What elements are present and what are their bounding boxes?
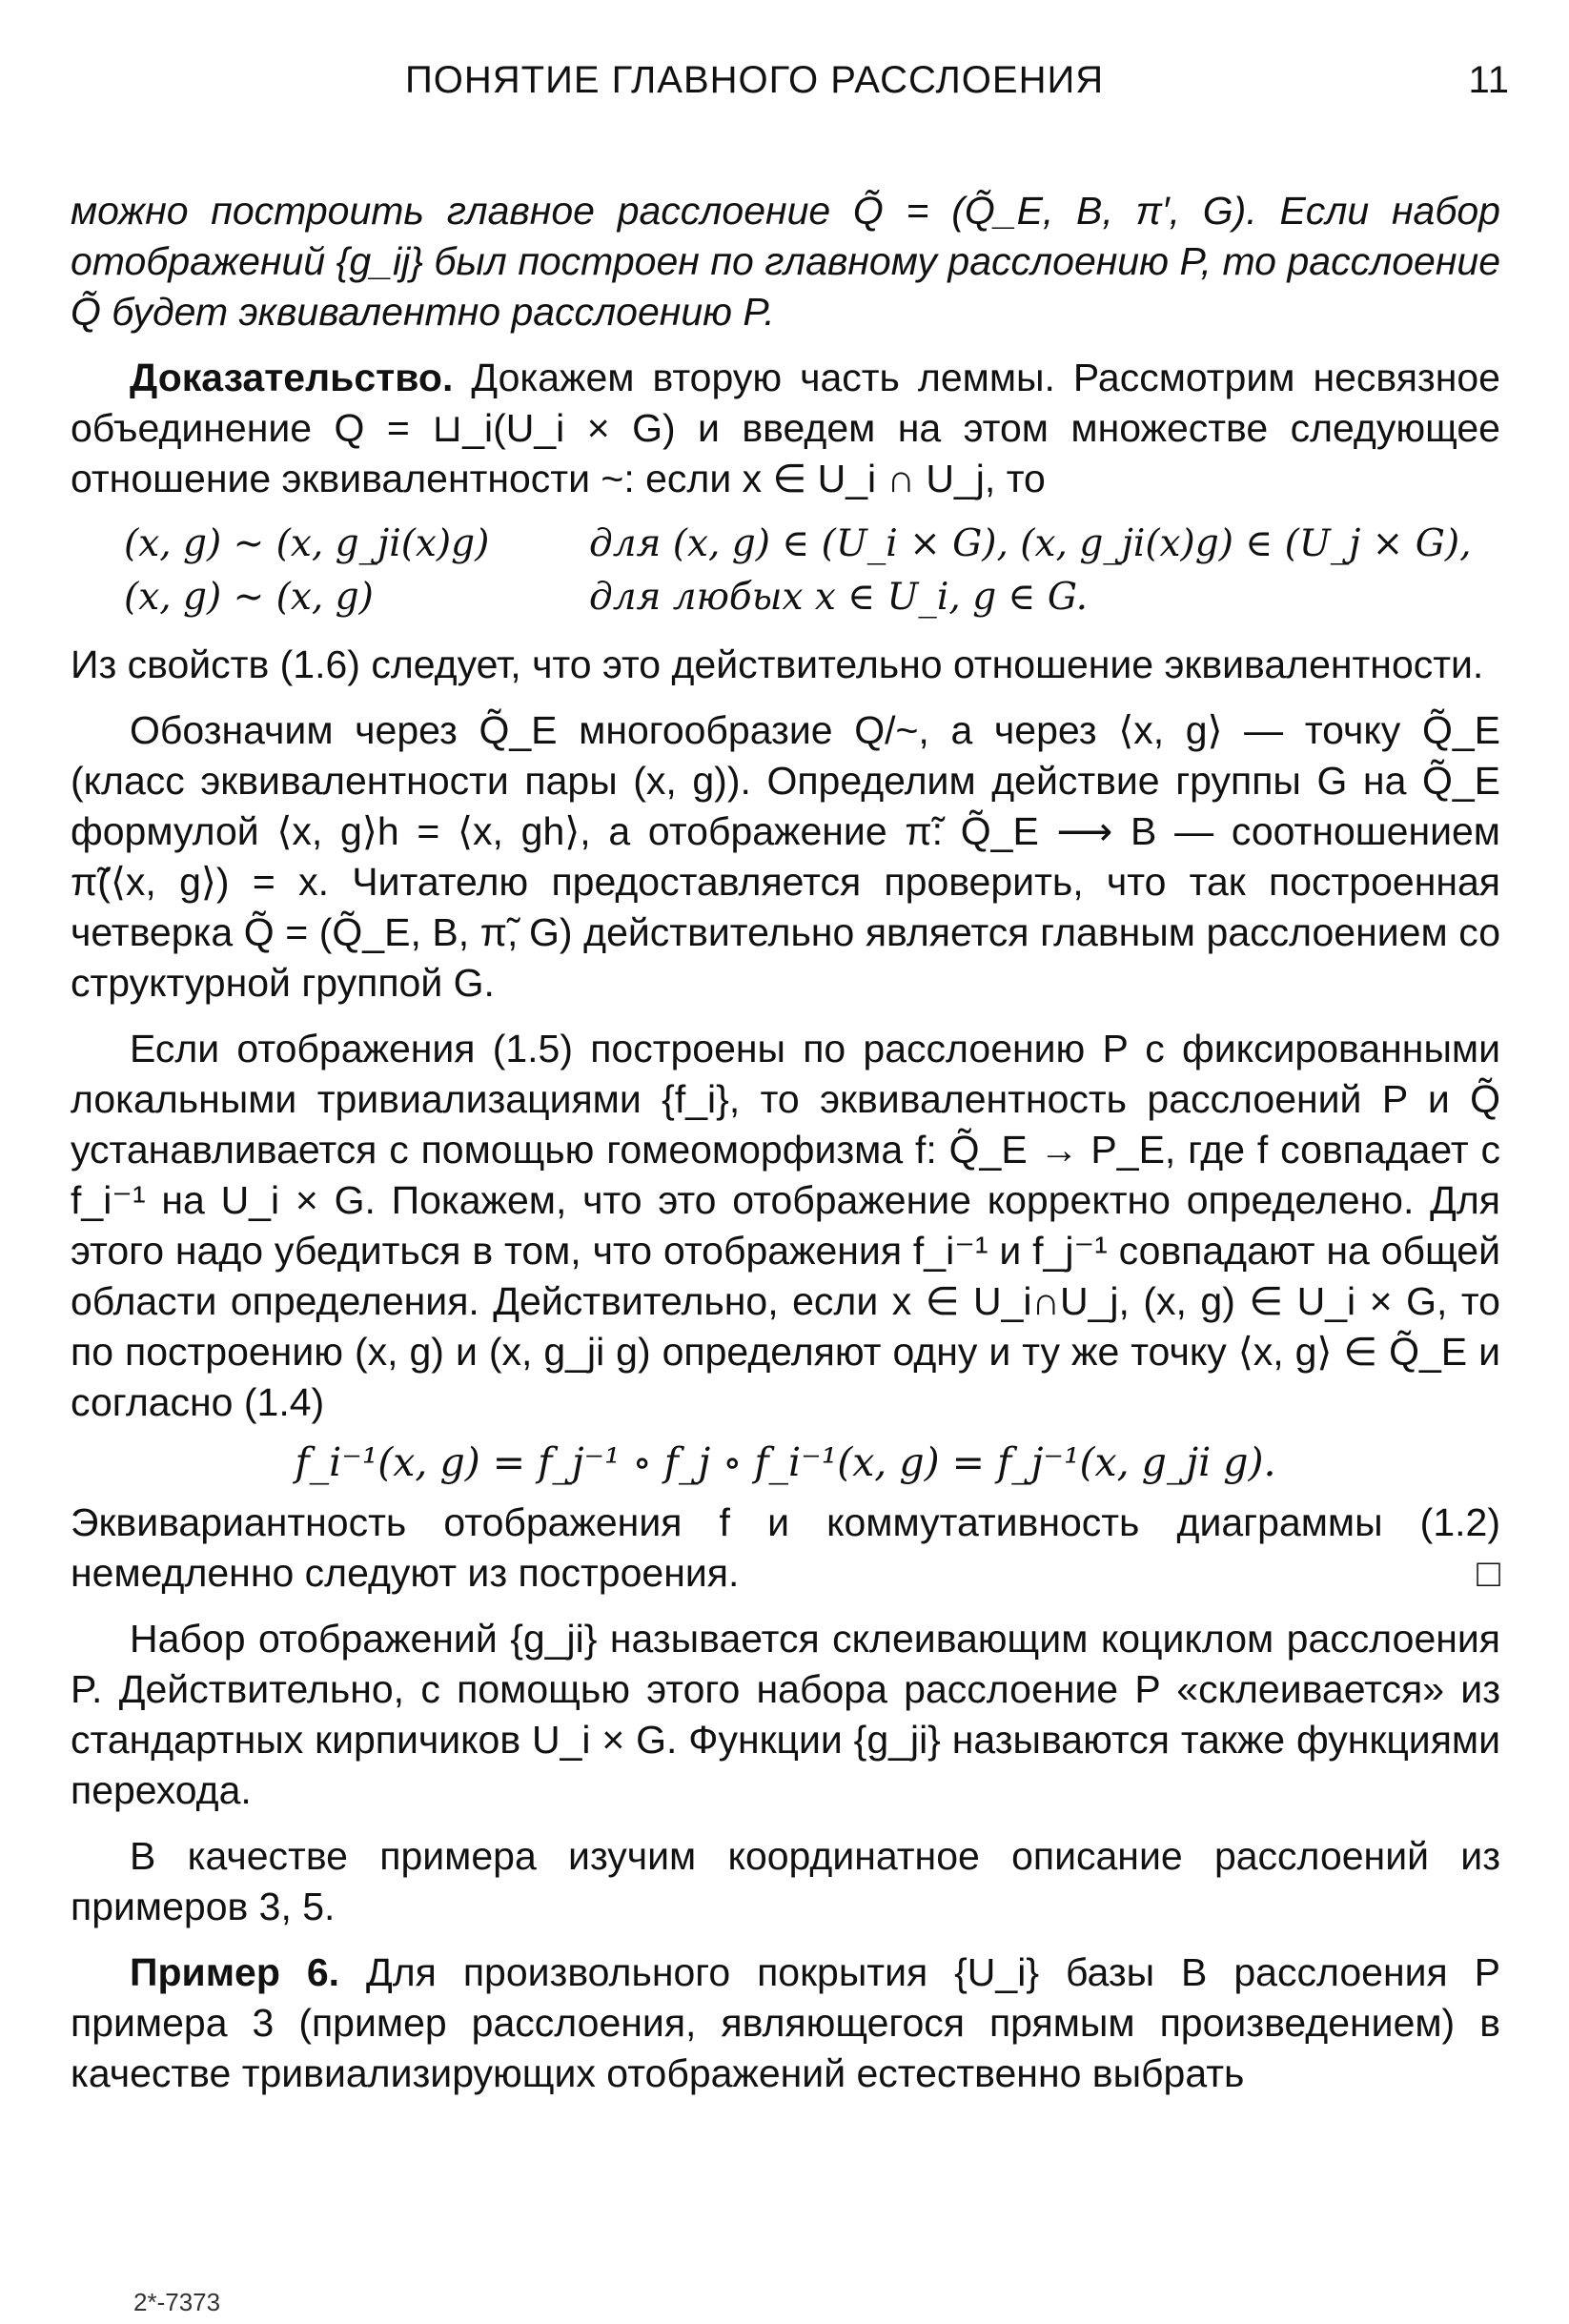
example-paragraph	[71, 1947, 1500, 2099]
page-body	[71, 186, 1500, 2099]
display-left: (x, g) ~ (x, g)	[124, 576, 374, 619]
page-number: 11	[1468, 59, 1510, 101]
paragraph-equivariance	[71, 1498, 1500, 1599]
running-title: ПОНЯТИЕ ГЛАВНОГО РАССЛОЕНИЯ	[405, 59, 1105, 101]
example-text: Для произвольного покрытия {U_i} базы B расслоения P примера 3 (пример расслоения, являющегося прямым произведением) в качестве тривиализирующих отображений естественно выбрать	[71, 1950, 1500, 2095]
lemma-statement-end: можно построить главное расслоение Q̃ = (Q̃_E, B, π′, G). Если набор отображений {g_ij} был построен по главному расслоению P, то расслоение Q̃ будет эквивалентно расслоению P.	[71, 189, 1500, 334]
formula: f_i⁻¹(x, g) = f_j⁻¹ ∘ f_j ∘ f_i⁻¹(x, g) = f_j⁻¹(x, g_ji g).	[295, 1439, 1276, 1485]
proof-label: Доказательство.	[130, 356, 454, 399]
example-label: Пример 6.	[130, 1950, 340, 1994]
proof-text: Докажем вторую часть леммы. Рассмотрим несвязное объединение Q = ⊔_i(U_i × G) и введем на этом множестве следующее отношение эквивалентности ~: если x ∈ U_i ∩ U_j, то	[71, 356, 1500, 500]
display-left: (x, g) ~ (x, g_ji(x)g)	[124, 522, 490, 565]
proof-paragraph	[71, 353, 1500, 504]
display-right: для (x, g) ∈ (U_i × G), (x, g_ji(x)g) ∈ (U_j × G),	[589, 522, 1472, 565]
display-row	[124, 571, 1500, 624]
display-row	[124, 518, 1500, 571]
equivalence-relation-display	[124, 518, 1500, 624]
equivariance-text: Эквивариантность отображения f и коммутативность диаграммы (1.2) немедленно следуют из построения.	[71, 1500, 1500, 1595]
paragraph-cocycle: Набор отображений {g_ji} называется склеивающим коциклом расслоения P. Действительно, с помощью этого набора расслоение P «склеивается» из стандартных кирпичиков U_i × G. Функции {g_ji} называются также функциями перехода.	[71, 1617, 1500, 1812]
display-right: для любых x ∈ U_i, g ∈ G.	[589, 576, 1088, 619]
paragraph-homeomorphism: Если отображения (1.5) построены по расслоению P с фиксированными локальными тривиализациями {f_i}, то эквивалентность расслоений P и Q̃ устанавливается с помощью гомеоморфизма f: Q̃_E → P_E, где f совпадает с f_i⁻¹ на U_i × G. Покажем, что это отображение корректно определено. Для этого надо убедиться в том, что отображения f_i⁻¹ и f_j⁻¹ совпадают на общей области определения. Действительно, если x ∈ U_i∩U_j, (x, g) ∈ U_i × G, то по построению (x, g) и (x, g_ji g) определяют одну и ту же точку ⟨x, g⟩ ∈ Q̃_E и согласно (1.4)	[71, 1027, 1500, 1424]
paragraph-properties: Из свойств (1.6) следует, что это действительно отношение эквивалентности.	[71, 642, 1484, 686]
qed-symbol: □	[1477, 1551, 1500, 1595]
paragraph-quotient: Обозначим через Q̃_E многообразие Q/~, а через ⟨x, g⟩ — точку Q̃_E (класс эквивалентности пары (x, g)). Определим действие группы G на Q̃_E формулой ⟨x, g⟩h = ⟨x, gh⟩, а отображение π̃: Q̃_E ⟶ B — соотношением π̃(⟨x, g⟩) = x. Читателю предоставляется проверить, что так построенная четверка Q̃ = (Q̃_E, B, π̃, G) действительно является главным расслоением со структурной группой G.	[71, 708, 1500, 1005]
paragraph-examples: В качестве примера изучим координатное описание расслоений из примеров 3, 5.	[71, 1834, 1500, 1928]
signature-mark: 2*-7373	[133, 2288, 221, 2316]
